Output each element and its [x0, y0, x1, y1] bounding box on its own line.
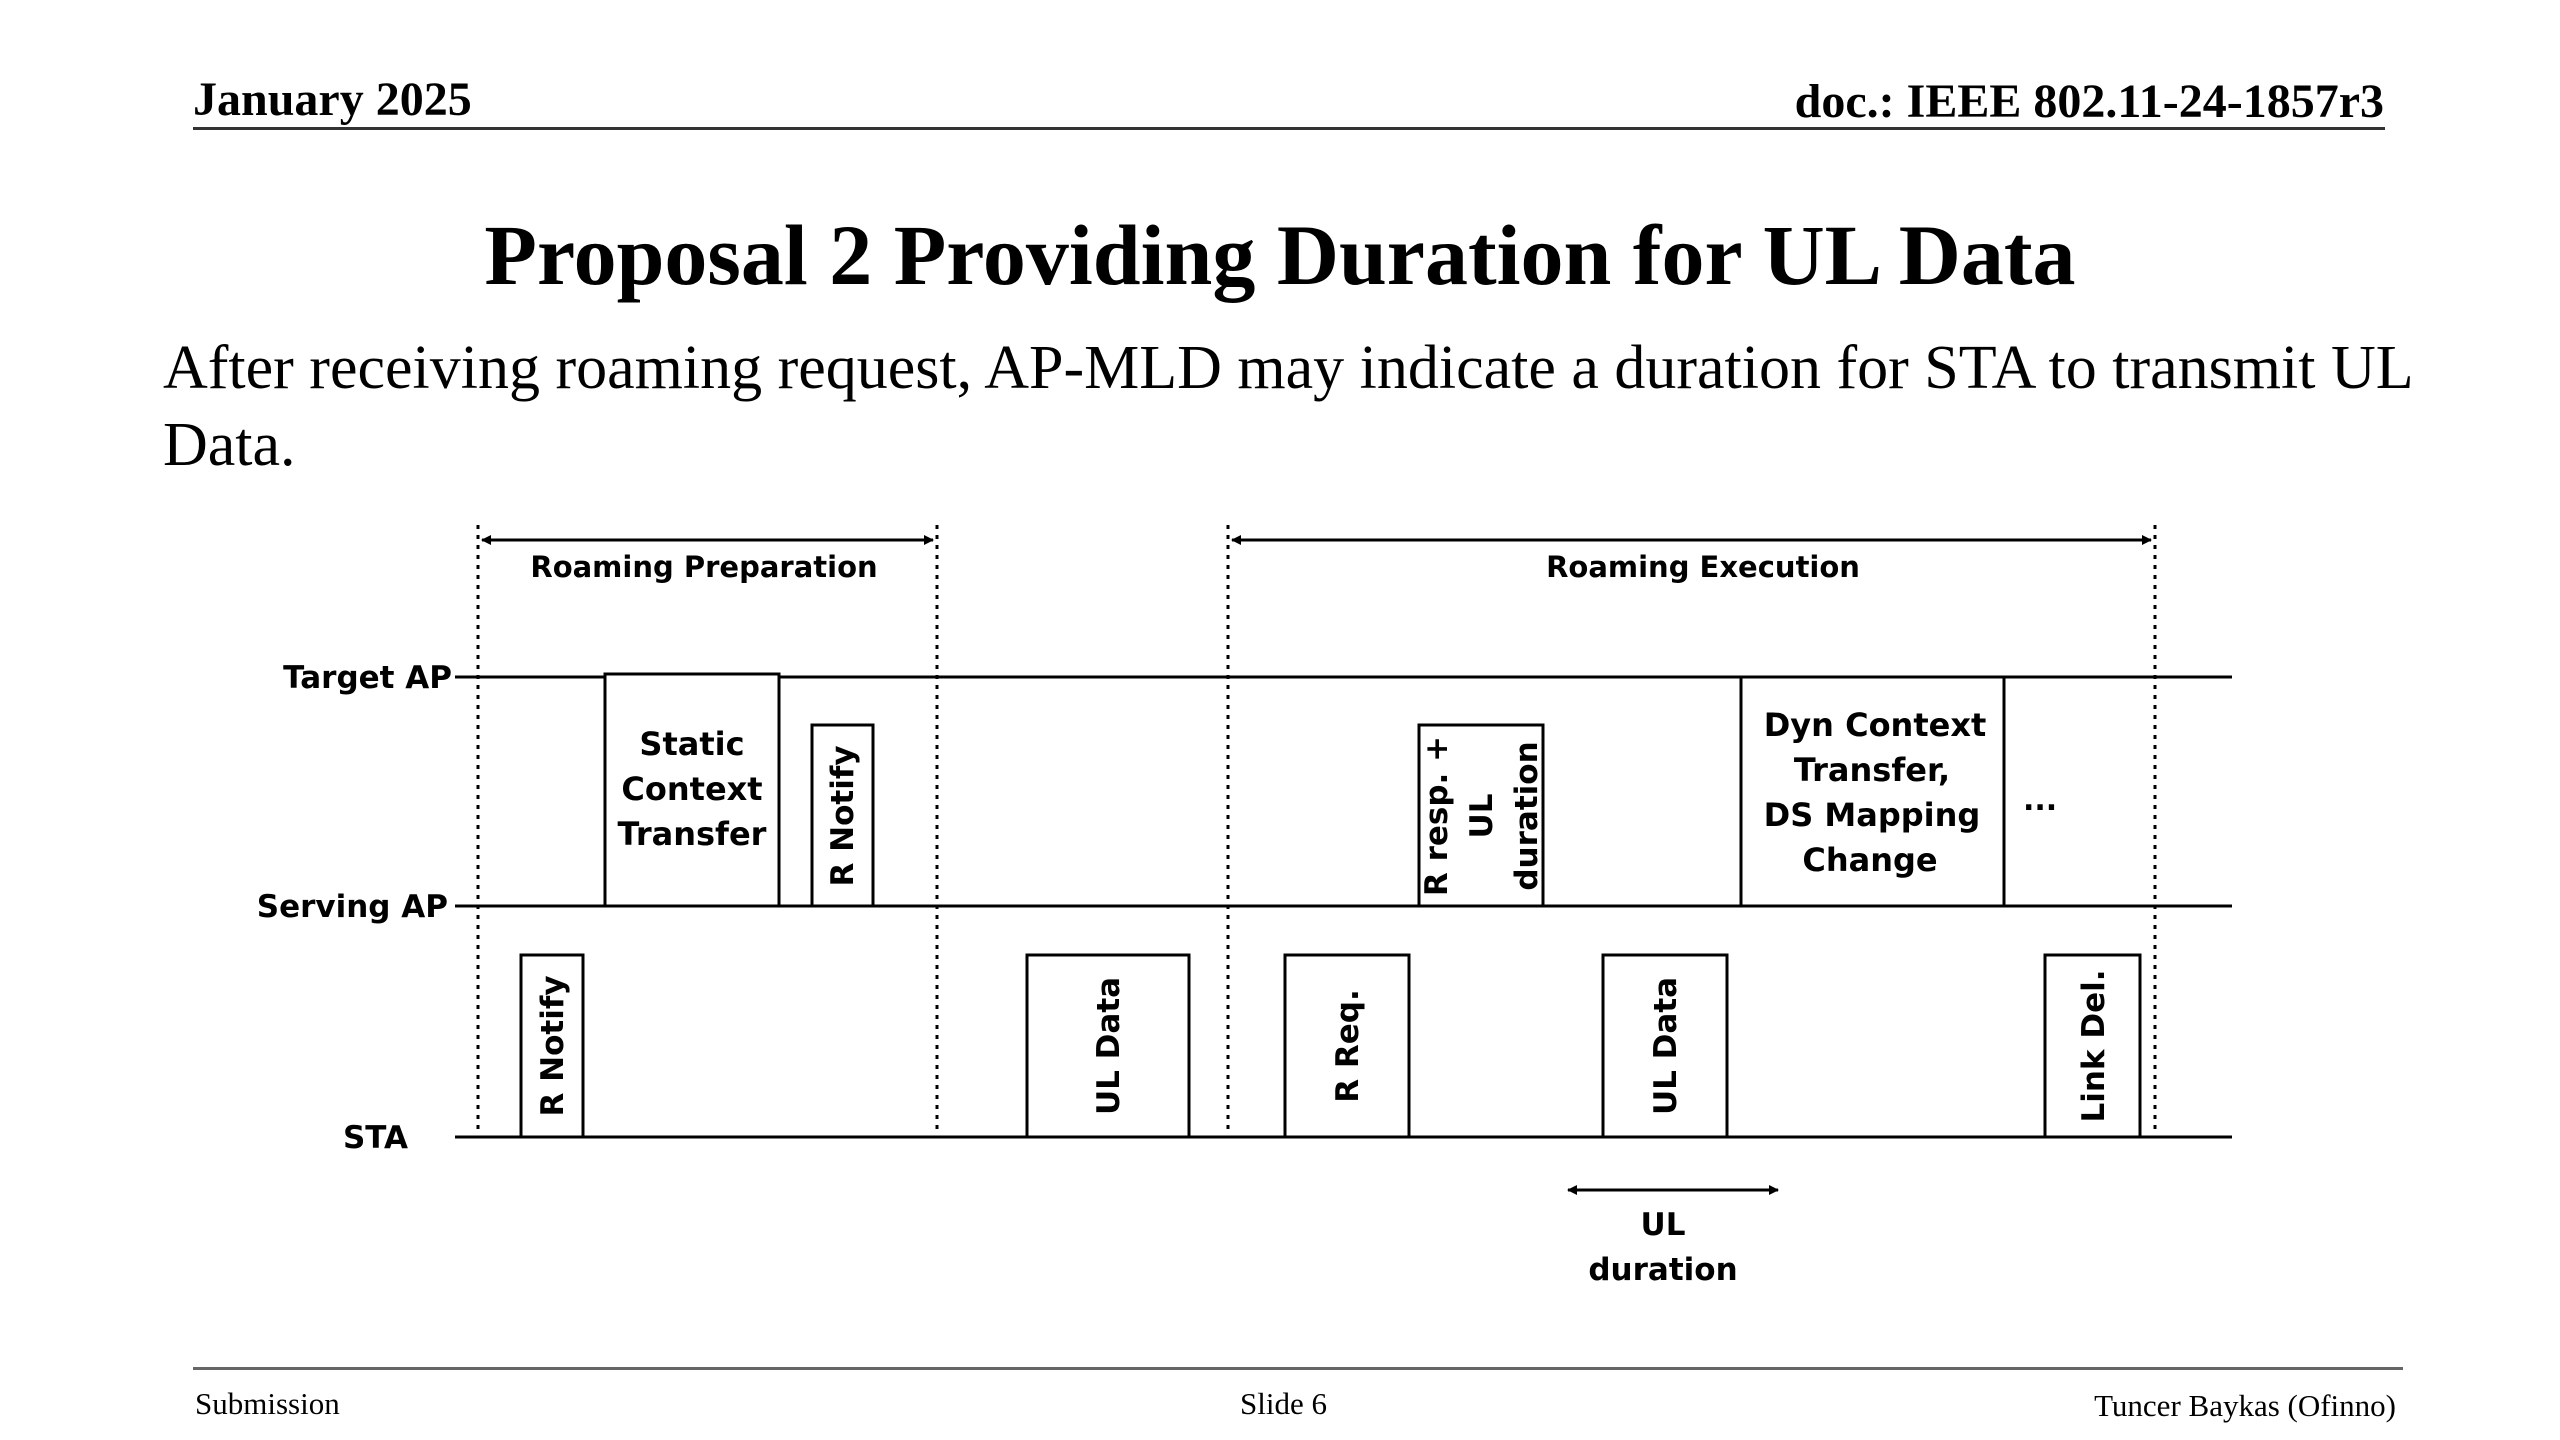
link-del-label: Link Del.	[2076, 969, 2112, 1123]
r-notify-sta-label: R Notify	[535, 975, 571, 1117]
dyn-context-line-1: Dyn Context	[1763, 706, 1987, 744]
ul-data-1-label: UL Data	[1091, 976, 1127, 1116]
r-resp-line-1: R resp. +	[1419, 735, 1455, 897]
lane-label-target-ap: Target AP	[283, 660, 452, 696]
static-context-line-2: Context	[621, 770, 763, 808]
phase-label-execution: Roaming Execution	[1546, 550, 1860, 584]
header-date: January 2025	[193, 73, 472, 126]
footer-author: Tuncer Baykas (Ofinno)	[2094, 1388, 2396, 1423]
dyn-context-line-2: Transfer,	[1793, 751, 1951, 789]
dyn-context-line-3: DS Mapping	[1763, 796, 1981, 834]
static-context-line-1: Static	[639, 725, 745, 763]
lane-label-sta: STA	[342, 1120, 408, 1156]
ul-data-2-label: UL Data	[1648, 976, 1684, 1116]
lane-label-serving-ap: Serving AP	[256, 889, 448, 925]
ul-duration-line-1: UL	[1640, 1207, 1686, 1243]
r-resp-line-3: duration	[1509, 741, 1545, 891]
footer-slide-number: Slide 6	[1240, 1386, 1327, 1421]
footer-submission: Submission	[195, 1386, 340, 1421]
r-req-label: R Req.	[1330, 989, 1366, 1103]
slide-title: Proposal 2 Providing Duration for UL Data	[484, 207, 2076, 303]
footer-divider	[193, 1367, 2403, 1370]
phase-label-preparation: Roaming Preparation	[530, 550, 878, 584]
slide-body-text: After receiving roaming request, AP-MLD may indicate a duration for STA to transmit UL Data.	[163, 334, 2412, 479]
r-notify-target-label: R Notify	[825, 745, 861, 887]
static-context-line-3: Transfer	[617, 815, 767, 853]
ul-duration-line-2: duration	[1588, 1252, 1738, 1288]
continuation-ellipsis: ...	[2023, 783, 2058, 818]
dyn-context-line-4: Change	[1802, 841, 1938, 879]
header-doc-id: doc.: IEEE 802.11-24-1857r3	[1794, 75, 2384, 128]
r-resp-line-2: UL	[1464, 793, 1500, 839]
